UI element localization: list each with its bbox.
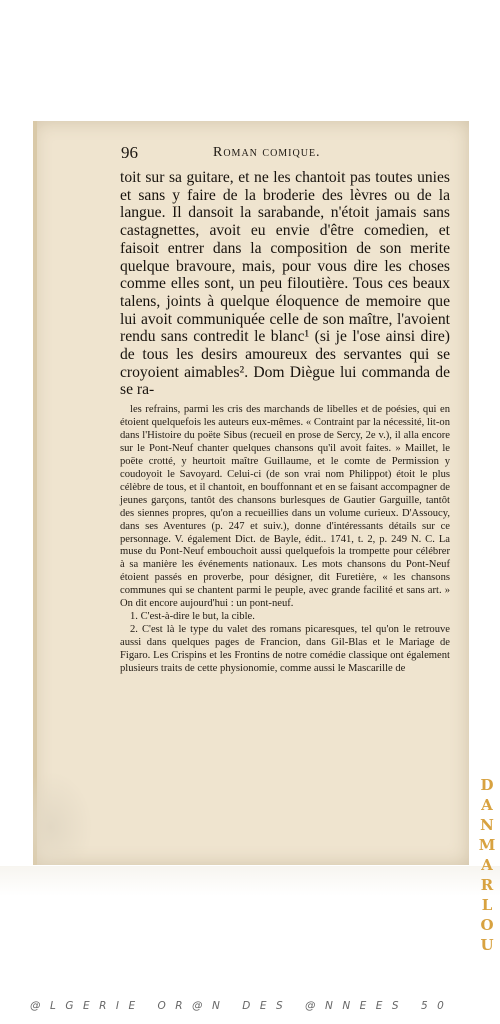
page-header [121, 141, 443, 163]
scan-margin [0, 866, 500, 896]
body-text: toit sur sa guitare, et ne les chantoit pas toutes unies et sans y faire de la broderie des lèvres ou de la langue. Il dansoit la sarabande, n'étoit jamais sans castagnettes, avoit eu envie d'être comedien, et faisoit entrer dans la composition de son merite quelque bravoure, mais, pour vous dire les choses comme elles sont, un peu filoutière. Tous ces beaux talens, joints à quelque éloquence de memoire que lui avoit communiquée celle de son maître, l'avoient rendu sans contredit le blanc¹ (si je l'ose ainsi dire) de tous les desirs amoureux des servantes qui se croyoient aimables². Dom Diègue lui commanda de se ra- [120, 169, 450, 399]
vertical-watermark: DANMARLOU [478, 776, 496, 954]
book-page [33, 121, 469, 865]
page-edge [33, 121, 37, 865]
footer-watermark: @LGERIE OR@N DES @NNEES 50 [30, 1000, 454, 1012]
footnote-2: 2. C'est là le type du valet des romans picaresques, tel qu'on le retrouve aussi dans quelques pages de Francion, dans Gil-Blas et le Mariage de Figaro. Les Crispins et les Frontins de notre comédie classique ont également plusieurs traits de cette physionomie, comme aussi le Mascarille de [120, 624, 450, 675]
footnotes [120, 404, 450, 676]
footnote-continuation: les refrains, parmi les cris des marchands de libelles et de poésies, qui en étoient quelquefois les auteurs eux-mêmes. « Contraint par la nécessité, lit-on dans l'Histoire du poëte Sibus (recueil en prose de Sercy, 2e v.), il alla encore sur le Pont-Neuf chanter quelques chansons qu'il avoit faites. » Maillet, le poëte crotté, y heurtoit maître Guillaume, et le comte de Permission y coudoyoit le Savoyard. Celui-ci (de son vrai nom Philippot) étoit le plus célèbre de tous, et il chantoit, en bouffonnant et en se faisant accompagner de jeunes garçons, tantôt des chansons burlesques de Gautier Garguille, tantôt des siennes propres, qu'on a recueillies dans un volume curieux. D'Assoucy, dans ses Aventures (p. 247 et suiv.), donne d'intéressants détails sur ce personnage. V. également Dict. de Bayle, édit.. 1741, t. 2, p. 249 N. C. La muse du Pont-Neuf embouchoit aussi quelquefois la trompette pour célébrer à sa manière les événements nationaux. Les mots chansons du Pont-Neuf étoient passés en proverbe, pour désigner, dit Furetière, « les chansons communes qui se chantent parmi le peuple, avec grande facilité et sans art. » On dit encore aujourd'hui : un pont-neuf. [120, 404, 450, 610]
page-number: 96 [121, 143, 138, 162]
paper-stain [33, 771, 93, 865]
footnote-1: 1. C'est-à-dire le but, la cible. [130, 611, 255, 623]
running-title: Roman comique. [213, 145, 321, 160]
